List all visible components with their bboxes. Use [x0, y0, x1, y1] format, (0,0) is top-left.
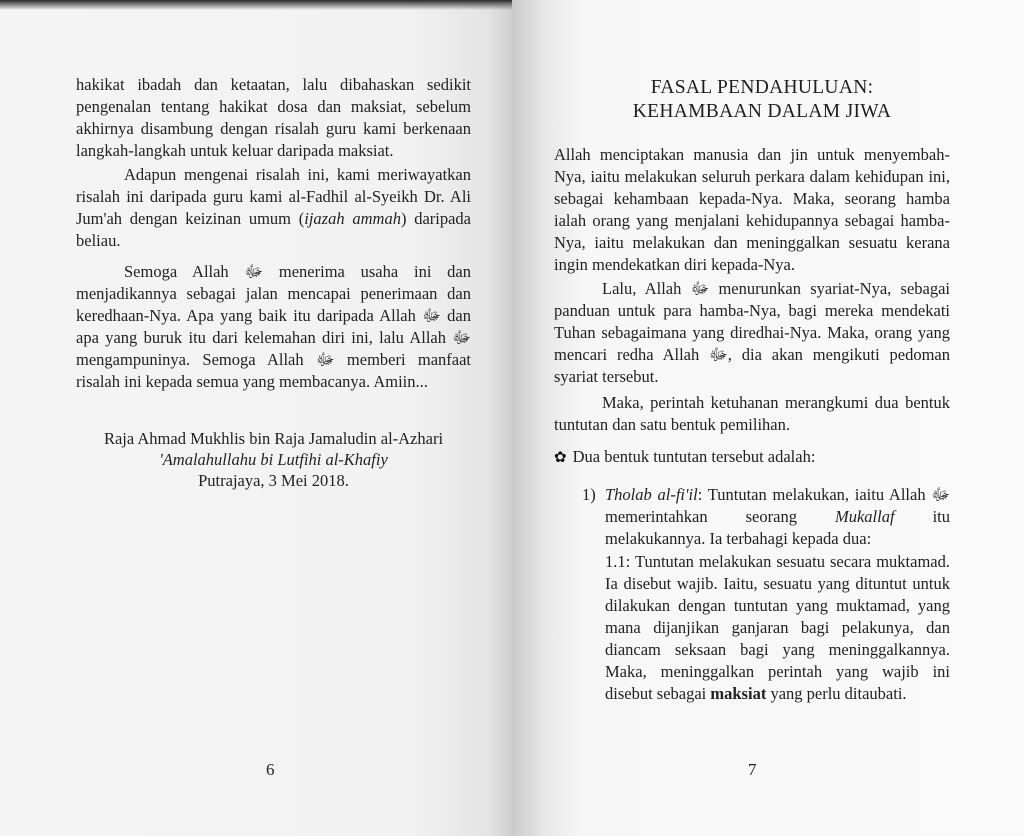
list-item-1 [605, 484, 950, 550]
list-item-1-text: : Tuntutan melakukan, iaitu Allah ﷻ memerintahkan seorang [605, 485, 950, 526]
bullet-line [554, 446, 815, 469]
right-paragraph-2: Lalu, Allah ﷻ menurunkan syariat-Nya, sebagai panduan untuk para hamba-Nya, bagi mereka mendekati Tuhan sebagaimana yang diredhai-Nya. Maka, orang yang mencari redha Allah ﷻ, dia akan mengikuti pedoman syariat tersebut. [554, 279, 950, 386]
list-item-1-tail: itu melakukannya. Ia terbahagi kepada dua: [605, 507, 950, 548]
list-item-number: 1) [582, 485, 596, 504]
page-top-shadow [0, 0, 512, 10]
chapter-title-line-1: FASAL PENDAHULUAN: [650, 77, 874, 98]
chapter-title [552, 76, 972, 124]
right-page [512, 0, 1024, 836]
author-name: Raja Ahmad Mukhlis bin Raja Jamaludin al-Azhari [103, 429, 444, 448]
bullet-text: Dua bentuk tuntutan tersebut adalah: [572, 447, 816, 466]
left-paragraph-2-text: Adapun mengenai risalah ini, kami meriwayatkan risalah ini daripada guru kami al-Fadhil al-Syeikh Dr. Ali Jum'ah dengan keizinan umum ( [76, 165, 471, 228]
right-paragraph-3: Maka, perintah ketuhanan merangkumi dua bentuk tuntutan dan satu bentuk pemilihan. [554, 393, 950, 434]
author-motto: 'Amalahullahu bi Lutfihi al-Khafiy [159, 450, 388, 469]
left-paragraph-2-italic: ijazah ammah [304, 209, 401, 228]
left-page-number: 6 [266, 760, 275, 779]
left-paragraph-3: Semoga Allah ﷻ menerima usaha ini dan menjadikannya sebagai jalan mencapai penerimaan dan keredhaan-Nya. Apa yang baik itu daripada Allah ﷻ dan apa yang buruk itu dari kelemahan diri ini, lalu Allah ﷻ mengampuninya. Semoga Allah ﷻ memberi manfaat risalah ini kepada semua yang membacanya. Amiin... [76, 262, 472, 391]
sub-item-1-1 [605, 551, 950, 705]
chapter-title-line-2: KEHAMBAAN DALAM JIWA [632, 101, 892, 122]
left-paragraph-1: hakikat ibadah dan ketaatan, lalu dibahaskan sedikit pengenalan tentang hakikat dosa dan maksiat, sebelum akhirnya disambung dengan risalah guru kami berkenaan langkah-langkah untuk keluar daripada maksiat. [76, 75, 471, 160]
author-place-date: Putrajaya, 3 Mei 2018. [198, 471, 349, 490]
left-paragraph-2-tail: ) daripada beliau. [76, 209, 471, 250]
term-mukallaf: Mukallaf [834, 507, 895, 526]
term-tholab: Tholab al-fi'il [605, 485, 698, 504]
sub-item-tail: yang perlu ditaubati. [766, 684, 907, 703]
sub-item-text: 1.1: Tuntutan melakukan sesuatu secara muktamad. Ia disebut wajib. Iaitu, sesuatu yang dituntut untuk dilakukan dengan tuntutan yang muktamad, yang mana dijanjikan ganjaran bagi pelakunya, dan diancam seksaan bagi yang meninggalkannya. Maka, meninggalkan perintah yang wajib ini disebut sebagai [605, 552, 950, 703]
term-maksiat: maksiat [710, 684, 767, 703]
right-paragraph-1: Allah menciptakan manusia dan jin untuk menyembah-Nya, iaitu melakukan seluruh perkara dalam kehidupan ini, sebagai kehambaan kepada-Nya. Maka, seorang hamba ialah orang yang menjalani kehidupannya sebagai hamba-Nya, iaitu melakukan dan meninggalkan sesuatu kerana ingin mendekatkan diri kepada-Nya. [554, 145, 950, 274]
flower-bullet-icon: ✿ [554, 450, 567, 466]
author-signature [76, 428, 471, 491]
left-paragraph-2 [76, 164, 471, 252]
right-page-number: 7 [748, 760, 757, 779]
